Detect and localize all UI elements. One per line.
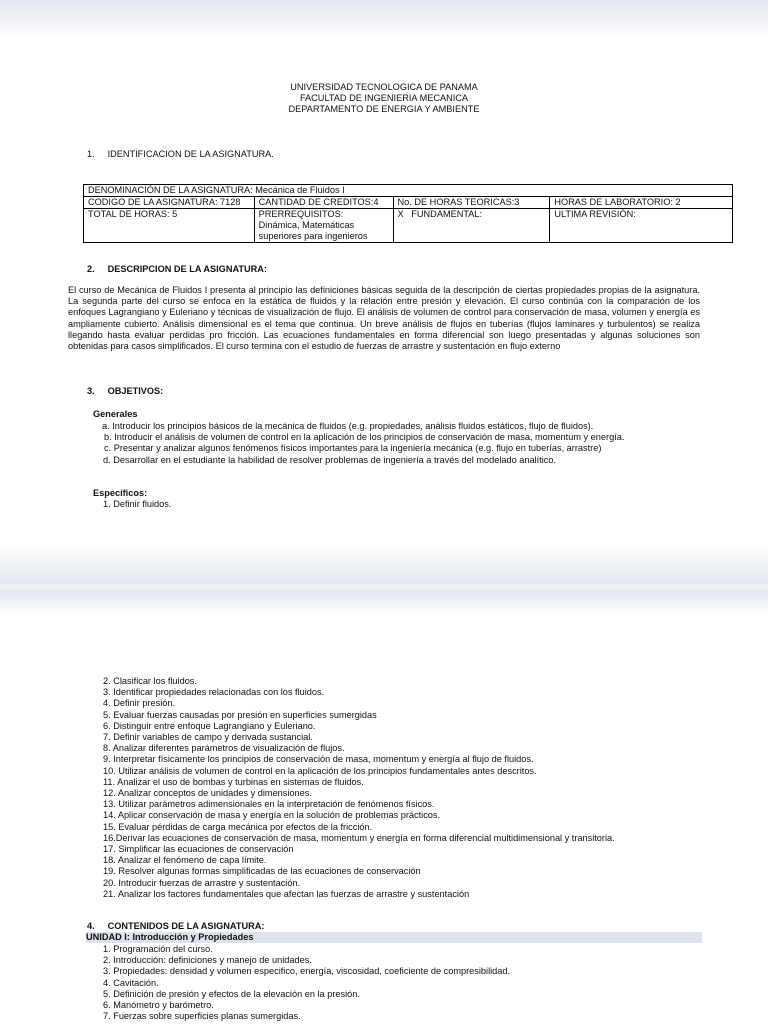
- list-item: 14. Aplicar conservación de masa y energía en la solución de problemas prácticos.: [103, 810, 441, 821]
- prerequisites-cell: [254, 209, 393, 243]
- section-2-heading: [87, 264, 267, 274]
- list-item: c. Presentar y analizar algunos fenómenos físicos importantes para la ingeniería mecánica (e.g. flujo en tuberías, arrastre): [104, 443, 602, 454]
- list-item: 2. Introducción: definiciones y manejo de unidades.: [103, 955, 312, 966]
- list-item: 12. Analizar conceptos de unidades y dimensiones.: [103, 788, 312, 799]
- table-row: [84, 185, 733, 197]
- section-3-heading: [87, 386, 163, 396]
- section-title: CONTENIDOS DE LA ASIGNATURA:: [107, 921, 265, 931]
- fundamental-cell: X FUNDAMENTAL:: [393, 209, 550, 243]
- section-number: 2.: [87, 264, 95, 274]
- list-item: 4. Cavitación.: [103, 977, 159, 988]
- list-item: 10. Utilizar análisis de volumen de control en la aplicación de los principios fundamentales antes descritos.: [103, 765, 537, 776]
- section-number: 3.: [87, 386, 95, 396]
- list-item: 1. Programación del curso.: [103, 944, 213, 954]
- prerequisites-value: superiores para ingenieros: [258, 231, 368, 241]
- general-objectives-list: [102, 421, 624, 466]
- list-item: 8. Analizar diferentes parámetros de visualización de flujos.: [103, 743, 345, 754]
- list-item: 21. Analizar los factores fundamentales que afectan las fuerzas de arrastre y sustentación: [103, 888, 470, 899]
- course-description: El curso de Mecánica de Fluidos I presenta al principio las definiciones básicas seguida de la descripción de ciertas propiedades propias de la asignatura. La segunda parte del curso se enfoca en la estática de fluidos y la relación entre presión y elevación. El curso continúa con la comparación de los enfoques Lagrangiano y Euleriano y técnicas de visualización de flujo. El análisis de volumen de control para conservación de masa, volumen y energía es ampliamente cubierto. Análisis dimensional es el tema que continua. Un breve análisis de flujos en tuberías (flujos laminares y turbulentos) se realiza llegando hasta evaluar perdidas pro fricción. Las ecuaciones fundamentales en forma diferencial son luego presentadas y algunas soluciones son obtenidas para casos simplificados. El curso termina con el estudio de fuerzas de arrastre y sustentación en flujo externo: [68, 285, 700, 352]
- list-item: 13. Utilizar parámetros adimensionales en la interpretación de fenómenos físicos.: [103, 799, 435, 810]
- list-item: 9. Interpretar físicamente los principios de conservación de masa, momentum y energía al flujo de fluidos.: [103, 754, 534, 765]
- list-item: 6. Manómetro y barómetro.: [103, 1000, 214, 1011]
- unit-1-topics-list: [103, 944, 510, 1022]
- list-item: 6. Distinguir entre enfoque Lagrangiano y Euleriano.: [103, 720, 316, 731]
- list-item: 5. Definición de presión y efectos de la elevación en la presión.: [103, 988, 360, 999]
- prerequisites-value: Dinámica, Matemáticas: [258, 220, 355, 230]
- department-name: DEPARTAMENTO DE ENERGIA Y AMBIENTE: [288, 104, 480, 114]
- section-4-heading: [87, 921, 264, 931]
- list-item: 16.Derivar las ecuaciones de conservación de masa, momentum y energía en forma diferencial multidimensional y transitoria.: [103, 832, 615, 843]
- specific-objectives-list: [103, 499, 171, 510]
- section-title: IDENTIFICACION DE LA ASIGNATURA.: [107, 149, 274, 159]
- section-1-heading: [87, 149, 274, 159]
- course-name-cell: DENOMINACIÓN DE LA ASIGNATURA: Mecánica de Fluidos I: [84, 185, 733, 197]
- section-title: OBJETIVOS:: [107, 386, 164, 396]
- list-item: 1. Definir fluidos.: [103, 499, 172, 509]
- document-header: [0, 82, 768, 115]
- list-item: 7. Definir variables de campo y derivada sustancial.: [103, 732, 313, 743]
- list-item: 18. Analizar el fenómeno de capa límite.: [103, 855, 267, 866]
- list-item: d. Desarrollar en el estudiante la habilidad de resolver problemas de ingeniería a través del modelado analítico.: [103, 454, 557, 465]
- list-item: 7. Fuerzas sobre superficies planas sumergidas.: [103, 1011, 301, 1022]
- list-item: 15. Evaluar pérdidas de carga mecánica por efectos de la fricción.: [103, 821, 373, 832]
- list-item: 19. Resolver algunas formas simplificadas de las ecuaciones de conservación: [103, 866, 421, 877]
- list-item: 4. Definir presión.: [103, 698, 176, 709]
- list-item: b. Introducir el análisis de volumen de control en la aplicación de los principios de conservación de masa, momentum y energía.: [104, 432, 625, 443]
- credits-cell: CANTIDAD DE CREDITOS:4: [254, 197, 393, 209]
- specific-objectives-title: Específicos:: [93, 488, 148, 498]
- section-number: 1.: [87, 149, 95, 159]
- total-hours-cell: TOTAL DE HORAS: 5: [84, 209, 255, 243]
- unit-1-title: UNIDAD I: Introducción y Propiedades: [86, 932, 702, 943]
- table-row: [84, 209, 733, 243]
- list-item: 20. Introducir fuerzas de arrastre y sustentación.: [103, 877, 301, 888]
- last-revision-cell: ULTIMA REVISIÓN:: [550, 209, 733, 243]
- list-item: 11. Analizar el uso de bombas y turbinas en sistemas de fluidos.: [103, 776, 364, 787]
- general-objectives-title: Generales: [93, 409, 138, 419]
- list-item: 3. Propiedades: densidad y volumen especifico, energía, viscosidad, coeficiente de compresibilidad.: [103, 966, 511, 977]
- prerequisites-label: PRERREQUISITOS:: [258, 209, 344, 219]
- section-number: 4.: [87, 921, 95, 931]
- list-item: 17. Simplificar las ecuaciones de conservación: [103, 844, 294, 855]
- list-item: 5. Evaluar fuerzas causadas por presión en superficies sumergidas: [103, 709, 377, 720]
- university-name: UNIVERSIDAD TECNOLOGICA DE PANAMA: [290, 82, 478, 92]
- document-page-2: [0, 590, 768, 1024]
- list-item: a. Introducir los principios básicos de la mecánica de fluidos (e.g. propiedades, análisis fluidos estáticos, flujo de fluidos).: [102, 421, 594, 431]
- theory-hours-cell: No. DE HORAS TEORICAS:3: [393, 197, 550, 209]
- faculty-name: FACULTAD DE INGENIERIA MECANICA: [299, 93, 469, 103]
- course-code-cell: CODIGO DE LA ASIGNATURA: 7128: [84, 197, 255, 209]
- section-title: DESCRIPCION DE LA ASIGNATURA:: [107, 264, 267, 274]
- specific-objectives-list-continued: [103, 676, 615, 900]
- course-info-table: [83, 184, 733, 243]
- table-row: [84, 197, 733, 209]
- list-item: 3. Identificar propiedades relacionadas con los fluidos.: [103, 687, 325, 698]
- list-item: 2. Clasificar los fluidos.: [103, 676, 197, 686]
- lab-hours-cell: HORAS DE LABORATORIO: 2: [550, 197, 733, 209]
